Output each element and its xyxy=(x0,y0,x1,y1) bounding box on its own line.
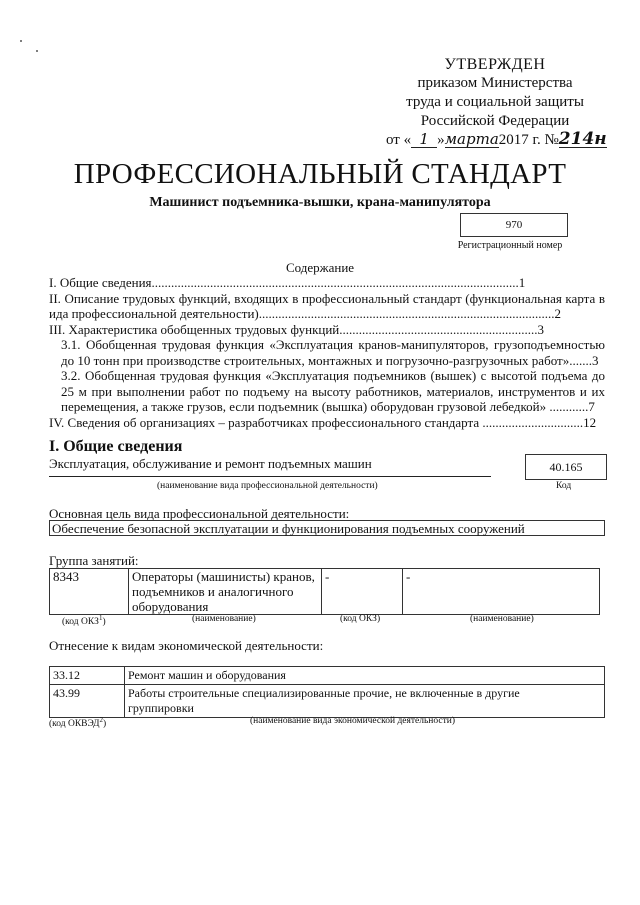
date-mid: » xyxy=(437,132,445,148)
page-subtitle: Машинист подъемника-вышки, крана-манипулятора xyxy=(149,195,491,210)
approval-block xyxy=(380,55,610,150)
okz-code-caption: (код ОКЗ$^1$) xyxy=(62,614,106,628)
okved-code-cell: 33.12 xyxy=(50,667,125,685)
scan-speck xyxy=(20,40,22,42)
code-caption: Код xyxy=(556,481,572,491)
okz-name-caption-2: (наименование) xyxy=(470,614,534,624)
activity-caption: (наименование вида профессиональной деятельности) xyxy=(157,481,378,491)
goal-label: Основная цель вида профессиональной деятельности: xyxy=(49,506,350,521)
approval-date-line xyxy=(380,131,610,150)
okz-code-cell: - xyxy=(322,569,403,615)
table-row xyxy=(50,667,605,685)
okz-name-cell: Операторы (машинисты) кранов, подъемников и аналогичного оборудования xyxy=(129,569,322,615)
okved-name-cell: Работы строительные специализированные прочие, не включенные в другие группировки xyxy=(125,685,605,718)
toc-item[interactable]: I. Общие сведения.................................................................................................................1 xyxy=(49,275,526,290)
okved-name-cell: Ремонт машин и оборудования xyxy=(125,667,605,685)
okved-name-caption: (наименование вида экономической деятельности) xyxy=(250,716,455,726)
approval-line: труда и социальной защиты xyxy=(406,94,584,110)
occupation-group-table xyxy=(49,568,600,615)
okz-name-cell: - xyxy=(403,569,600,615)
date-year: 2017 г. № xyxy=(498,132,559,148)
handwritten-day: 1 xyxy=(411,131,437,148)
underline xyxy=(49,476,491,477)
goal-box: Обеспечение безопасной эксплуатации и функционирования подъемных сооружений xyxy=(49,520,605,536)
table-row xyxy=(50,685,605,718)
approval-heading: УТВЕРЖДЕН xyxy=(444,56,546,73)
handwritten-month: марта xyxy=(444,130,499,148)
registration-number-box: 970 xyxy=(460,213,568,237)
table-row xyxy=(50,569,600,615)
okved-code-caption: (код ОКВЭД$^2$) xyxy=(49,716,107,730)
date-prefix: от « xyxy=(386,132,412,148)
toc-title: Содержание xyxy=(285,260,355,275)
okved-label: Отнесение к видам экономической деятельности: xyxy=(49,638,324,653)
toc-item[interactable]: IV. Сведения об организациях – разработчиках профессионального стандарта ...............................12 xyxy=(49,414,597,430)
approval-line: приказом Министерства xyxy=(417,75,573,91)
scan-speck xyxy=(36,50,38,52)
group-label: Группа занятий: xyxy=(49,553,139,568)
approval-line: Российской Федерации xyxy=(420,113,570,129)
okz-code-caption-2: (код ОКЗ) xyxy=(340,614,381,624)
page-title: ПРОФЕССИОНАЛЬНЫЙ СТАНДАРТ xyxy=(73,158,567,190)
okved-code-cell: 43.99 xyxy=(50,685,125,718)
okz-code-cell: 8343 xyxy=(50,569,129,615)
section-heading: I. Общие сведения xyxy=(49,438,183,455)
activity-code-box: 40.165 xyxy=(525,454,607,480)
okz-name-caption: (наименование) xyxy=(192,614,256,624)
toc-item[interactable]: 3.2. Обобщенная трудовая функция «Эксплуатация подъемников (вышек) с высотой подъема до 25 м при выполнении работ по подъему на высоту работников, материалов, инструментов и их перемещения, а также грузов, если подъемник (вышка) оборудован грузовой лебедкой» ............7 xyxy=(61,368,605,414)
registration-label: Регистрационный номер xyxy=(457,240,563,251)
handwritten-order-number: 214н xyxy=(558,129,607,149)
toc-item[interactable]: 3.1. Обобщенная трудовая функция «Эксплуатация кранов-манипуляторов, грузоподъемностью до 10 тонн при производстве строительных, монтажных и погрузочно-разгрузочных работ».......3 xyxy=(61,337,605,368)
activity-name: Эксплуатация, обслуживание и ремонт подъемных машин xyxy=(49,456,372,471)
toc-item[interactable]: II. Описание трудовых функций, входящих в профессиональный стандарт (функциональная карта вида профессиональной деятельности)...........................................................................................2 xyxy=(49,290,605,321)
table-of-contents xyxy=(49,275,605,430)
okved-table xyxy=(49,666,605,718)
toc-item[interactable]: III. Характеристика обобщенных трудовых функций.............................................................3 xyxy=(49,321,545,337)
